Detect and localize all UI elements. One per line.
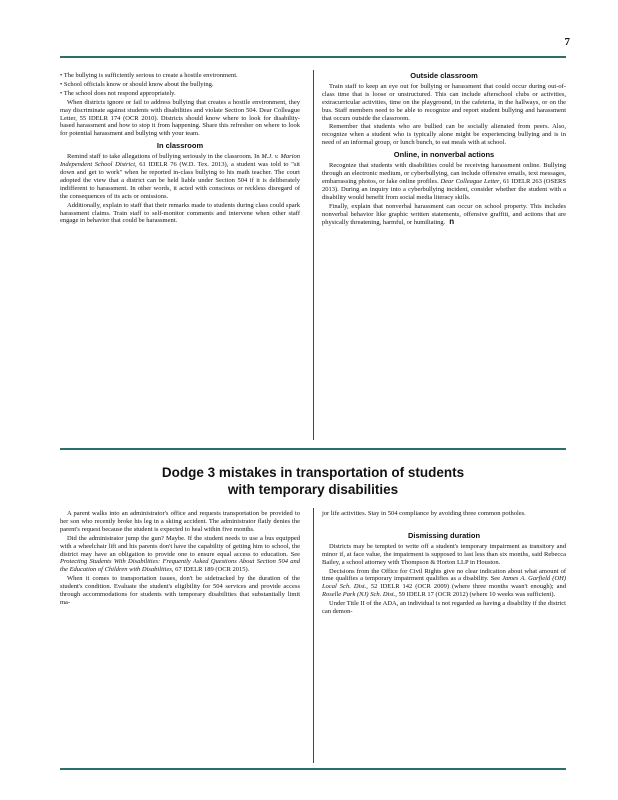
paragraph: Decisions from the Office for Civil Rights give no clear indication about what amount of time qualifies a temporary impairment qualifies as a disability. See James A. Garfield (OH) Local Sch. Dist., 52 IDELR 142 (OCR 2009) (where three months wasn't enough); and Roselle Park (NJ) Sch. Dist., 59 IDELR 17 (OCR 2012) (where 10 weeks was sufficient). <box>322 567 566 599</box>
headline-line-2: with temporary disabilities <box>227 482 399 497</box>
heading-outside-classroom: Outside classroom <box>410 71 478 80</box>
paragraph: Districts may be tempted to write off a student's temporary impairment as transitory and minor if, at face value, the impairment is supposed to last less than six months, said Rebecca Bailey, a school attorney with Thompson & Horton LLP in Houston. <box>322 542 566 566</box>
case-citation: Dear Colleague Letter <box>440 177 500 185</box>
case-citation: Roselle Park (NJ) Sch. Dist. <box>322 591 396 599</box>
case-citation: Protecting Students With Disabilities: Frequently Asked Questions About Section 504 and the Education of Children with Disabilities <box>60 558 300 574</box>
paragraph: Finally, explain that nonverbal harassment can occur on school property. This includes nonverbal behavior like graphic written statements, offensive graffiti, and actions that are physically threatening, harmful, or humiliating. n <box>322 202 566 227</box>
heading-online-nonverbal: Online, in nonverbal actions <box>393 150 495 160</box>
paragraph: Remind staff to take allegations of bullying seriously in the classroom. In M.J. v. Marion Independent School District, 61 IDELR 76 (W.D. Tex. 2013), a student was told to "sit down and get to work" when he reported in-class bullying to his math teacher. The court adopted the view that a district can be held liable under Section 504 if it is deliberately indifferent to harassment. In other words, it acted with conscious or reckless disregard of the consequences of its acts or omissions. <box>60 153 301 200</box>
paragraph: Remember that students who are bullied can be socially alienated from peers. Also, recognize when a student who is typically alone might be experiencing bullying and is in need of an informal group, or lunch bunch, to eat meals with at school. <box>322 123 566 147</box>
headline-line-1: Dodge 3 mistakes in transportation of students <box>161 465 465 480</box>
bottom-left-column <box>60 510 300 608</box>
heading-in-classroom: In classroom <box>156 141 204 151</box>
paragraph: When districts ignore or fail to address bullying that creates a hostile environment, they may discriminate against students with disabilities and violate Section 504. Dear Colleague Letter, 55 IDELR 174 (OCR 2010). Districts should know where to look for disability-based harassment and how to stop it from happening. Share this refresher on where to look for potential harassment and bullying with your team. <box>60 98 300 138</box>
paragraph: Under Title II of the ADA, an individual is not regarded as having a disability if the district can demon- <box>322 600 566 616</box>
bullet-item: • School officials know or should know about the bullying. <box>60 80 214 88</box>
paragraph: A parent walks into an administrator's office and requests transportation be provided to her son who recently broke his leg in a skiing accident. The administrator flatly denies the parent's request because the student is expected to heal within five months. <box>60 510 300 533</box>
paragraph: jor life activities. Stay in 504 compliance by avoiding three common potholes. <box>322 510 526 517</box>
bottom-right-column <box>322 510 566 617</box>
paragraph: Recognize that students with disabilities could be receiving harassment online. Bullying through an electronic medium, or cyberbullying, can include offensive emails, text messages, embarrassing photos, or fake online profiles. Dear Colleague Letter, 61 IDELR 263 (OSERS 2013). During an inquiry into a cyberbullying incident, consider whether the student with a disability would benefit from social media literacy skills. <box>322 162 566 201</box>
case-citation: M.J. v. Marion Independent School District <box>60 153 301 169</box>
heading-dismissing-duration: Dismissing duration <box>407 530 481 540</box>
article-headline <box>60 464 566 498</box>
section-rule <box>60 448 566 450</box>
bullet-item: • The school does not respond appropriately. <box>60 89 176 97</box>
bottom-rule <box>60 768 566 770</box>
paragraph: Train staff to keep an eye out for bullying or harassment that could occur during out-of-class time that is loose or unstructured. This can include afterschool clubs or activities, extracurricular activities, time on the playground, in the cafeteria, in the hallways, or on the bus. Staff members need to be able to recognize and report student bullying and harassment that occurs outside the classroom. <box>322 82 566 122</box>
top-rule <box>60 56 566 58</box>
page-number: 7 <box>564 36 570 48</box>
top-left-column <box>60 72 300 226</box>
bullet-item: • The bullying is sufficiently serious to create a hostile environment. <box>60 72 238 79</box>
case-citation: James A. Garfield (OH) Local Sch. Dist. <box>322 575 566 591</box>
paragraph: Additionally, explain to staff that their remarks made to students during class could spark harassment claims. Train staff to self-monitor comments and intervene when other staff engage in behavior that could be harassment. <box>60 201 300 225</box>
column-divider <box>313 70 314 440</box>
paragraph: When it comes to transportation issues, don't be sidetracked by the duration of the student's condition. Evaluate the student's eligibility for 504 services and provide access through accommodations for students with temporary disabilities that substantially limit ma- <box>60 575 300 606</box>
top-right-column <box>322 72 566 228</box>
end-mark: n <box>449 217 455 227</box>
column-divider <box>313 508 314 763</box>
paragraph: Did the administrator jump the gun? Maybe. If the student needs to use a bus equipped with a wheelchair lift and his parents don't have the capability of getting him to school, the district may have an obligation to provide one to ensure equal access to education. See Protecting Students With Disabilities: Frequently Asked Questions About Section 504 and the Education of Children with Disabilities, 67 IDELR 189 (OCR 2015). <box>60 534 300 574</box>
